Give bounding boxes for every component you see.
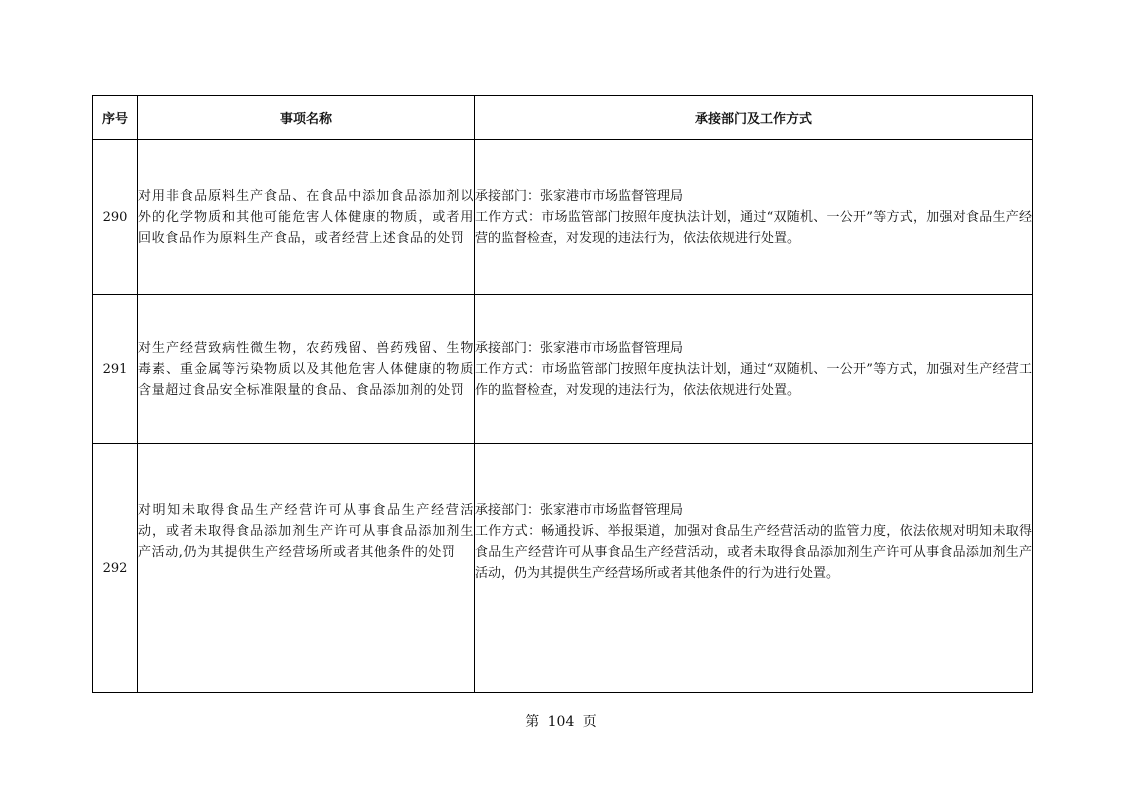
row-dept-line: 承接部门：张家港市市场监督管理局: [475, 340, 684, 356]
row-dept-line: 承接部门：张家港市市场监督管理局: [475, 188, 684, 204]
table-header-row: [93, 96, 1033, 140]
row-method-line: 工作方式：畅通投诉、举报渠道，加强对食品生产经营活动的监管力度，依法依规对明知未取得食品生产经营许可从事食品生产经营活动，或者未取得食品添加剂生产许可从事食品添加剂生产活动，仍为其提供生产经营场所或者其他条件的行为进行处置。: [475, 524, 1032, 581]
items-table: [92, 95, 1033, 693]
row-seq: 291: [93, 295, 138, 444]
row-dept-line: 承接部门：张家港市市场监督管理局: [475, 503, 684, 518]
header-item-name: 事项名称: [138, 96, 475, 140]
row-seq: 290: [93, 140, 138, 295]
row-dept-method: [475, 140, 1033, 295]
table-row: [93, 295, 1033, 444]
row-method-line: 工作方式：市场监管部门按照年度执法计划，通过“双随机、一公开”等方式，加强对生产经营工作的监督检查，对发现的违法行为，依法依规进行处置。: [475, 361, 1032, 398]
row-item-name: 对生产经营致病性微生物，农药残留、兽药残留、生物毒素、重金属等污染物质以及其他危害人体健康的物质含量超过食品安全标准限量的食品、食品添加剂的处罚: [138, 295, 475, 444]
header-seq: 序号: [93, 96, 138, 140]
page-number: 第 104 页: [525, 714, 597, 730]
row-seq: 292: [93, 444, 138, 693]
row-dept-method: [475, 295, 1033, 444]
table-row: [93, 444, 1033, 693]
row-method-line: 工作方式：市场监管部门按照年度执法计划，通过“双随机、一公开”等方式，加强对食品生产经营的监督检查，对发现的违法行为，依法依规进行处置。: [475, 209, 1032, 246]
row-dept-method: [475, 444, 1033, 693]
table-row: [93, 140, 1033, 295]
header-dept-method: 承接部门及工作方式: [475, 96, 1033, 140]
row-item-name: 对明知未取得食品生产经营许可从事食品生产经营活动，或者未取得食品添加剂生产许可从事食品添加剂生产活动,仍为其提供生产经营场所或者其他条件的处罚: [138, 444, 475, 693]
row-item-name: 对用非食品原料生产食品、在食品中添加食品添加剂以外的化学物质和其他可能危害人体健康的物质，或者用回收食品作为原料生产食品，或者经营上述食品的处罚: [138, 140, 475, 295]
